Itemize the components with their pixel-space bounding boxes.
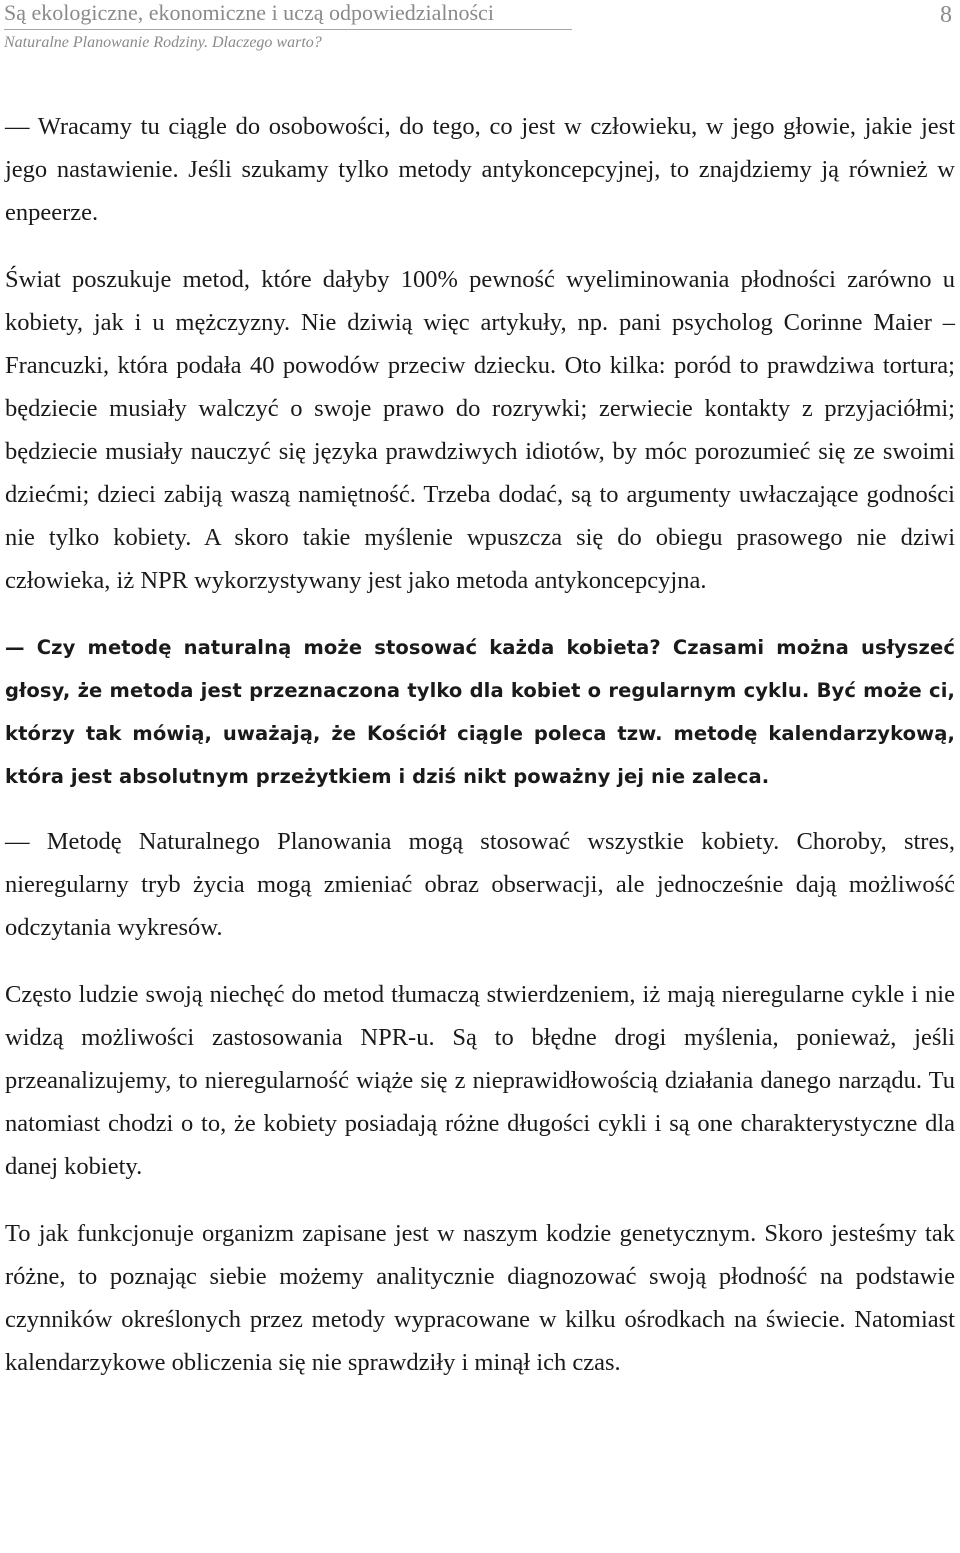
running-header bbox=[4, 0, 570, 56]
paragraph-text: To jak funkcjonuje organizm zapisane jest w naszym kodzie genetycznym. Skoro jesteśmy tak różne, to poznając siebie możemy analitycznie diagnozować swoją płodność na podstawie czynników określonych przez metody wypracowane w kilku ośrodkach na świecie. Natomiast kalendarzykowe obliczenia się nie sprawdziły i minął ich czas. bbox=[5, 1220, 955, 1376]
paragraph-text: Świat poszukuje metod, które dałyby 100% pewność wyeliminowania płodności zarówno u kobiety, jak i u mężczyzny. Nie dziwią więc artykuły, np. pani psycholog Corinne Maier – Francuzki, która podała 40 powodów przeciw dziecku. Oto kilka: poród to prawdziwa tortura; będziecie musiały walczyć o swoje prawo do rozrywki; zerwiecie kontakty z przyjaciółmi; będziecie musiały nauczyć się języka prawdziwych idiotów, by móc porozumieć się ze swoimi dziećmi; dzieci zabiją waszą namiętność. Trzeba dodać, są to argumenty uwłaczające godności nie tylko kobiety. A skoro takie myślenie wpuszcza się do obiegu prasowego nie dziwi człowieka, iż NPR wykorzystywany jest jako metoda antykoncepcyjna. bbox=[5, 266, 955, 594]
paragraph bbox=[5, 973, 955, 1188]
question-text: Czy metodę naturalną może stosować każda kobieta? Czasami można usłyszeć głosy, że metoda jest przeznaczona tylko dla kobiet o regularnym cyklu. Być może ci, którzy tak mówią, uważają, że Kościół ciągle poleca tzw. metodę kalendarzykową, która jest absolutnym przeżytkiem i dziś nikt poważny jej nie zaleca. bbox=[5, 636, 955, 788]
paragraph bbox=[5, 1212, 955, 1384]
em-dash: — bbox=[5, 113, 30, 140]
paragraph-text: Metodę Naturalnego Planowania mogą stosować wszystkie kobiety. Choroby, stres, nieregularny tryb życia mogą zmieniać obraz obserwacji, ale jednocześnie dają możliwość odczytania wykresów. bbox=[5, 828, 955, 941]
paragraph bbox=[5, 820, 955, 949]
paragraph bbox=[5, 105, 955, 234]
paragraph-text: Wracamy tu ciągle do osobowości, do tego, co jest w człowieku, w jego głowie, jakie jest jego nastawienie. Jeśli szukamy tylko metody antykoncepcyjnej, to znajdziemy ją również w enpeerze. bbox=[5, 113, 955, 226]
header-rule bbox=[4, 29, 572, 30]
paragraph-text: Często ludzie swoją niechęć do metod tłumaczą stwierdzeniem, iż mają nieregularne cykle i nie widzą możliwości zastosowania NPR-u. Są to błędne drogi myślenia, ponieważ, jeśli przeanalizujemy, to nieregularność wiąże się z nieprawidłowością działania danego narządu. Tu natomiast chodzi o to, że kobiety posiadają różne długości cykli i są one charakterystyczne dla danej kobiety. bbox=[5, 981, 955, 1180]
paragraph bbox=[5, 258, 955, 602]
running-header-title: Są ekologiczne, ekonomiczne i uczą odpowiedzialności bbox=[4, 0, 494, 25]
running-header-subtitle: Naturalne Planowanie Rodziny. Dlaczego warto? bbox=[4, 34, 322, 51]
em-dash: — bbox=[5, 828, 30, 855]
em-dash: — bbox=[5, 636, 25, 659]
body-text bbox=[5, 105, 955, 1408]
page-number: 8 bbox=[940, 2, 952, 28]
question-paragraph bbox=[5, 626, 955, 798]
